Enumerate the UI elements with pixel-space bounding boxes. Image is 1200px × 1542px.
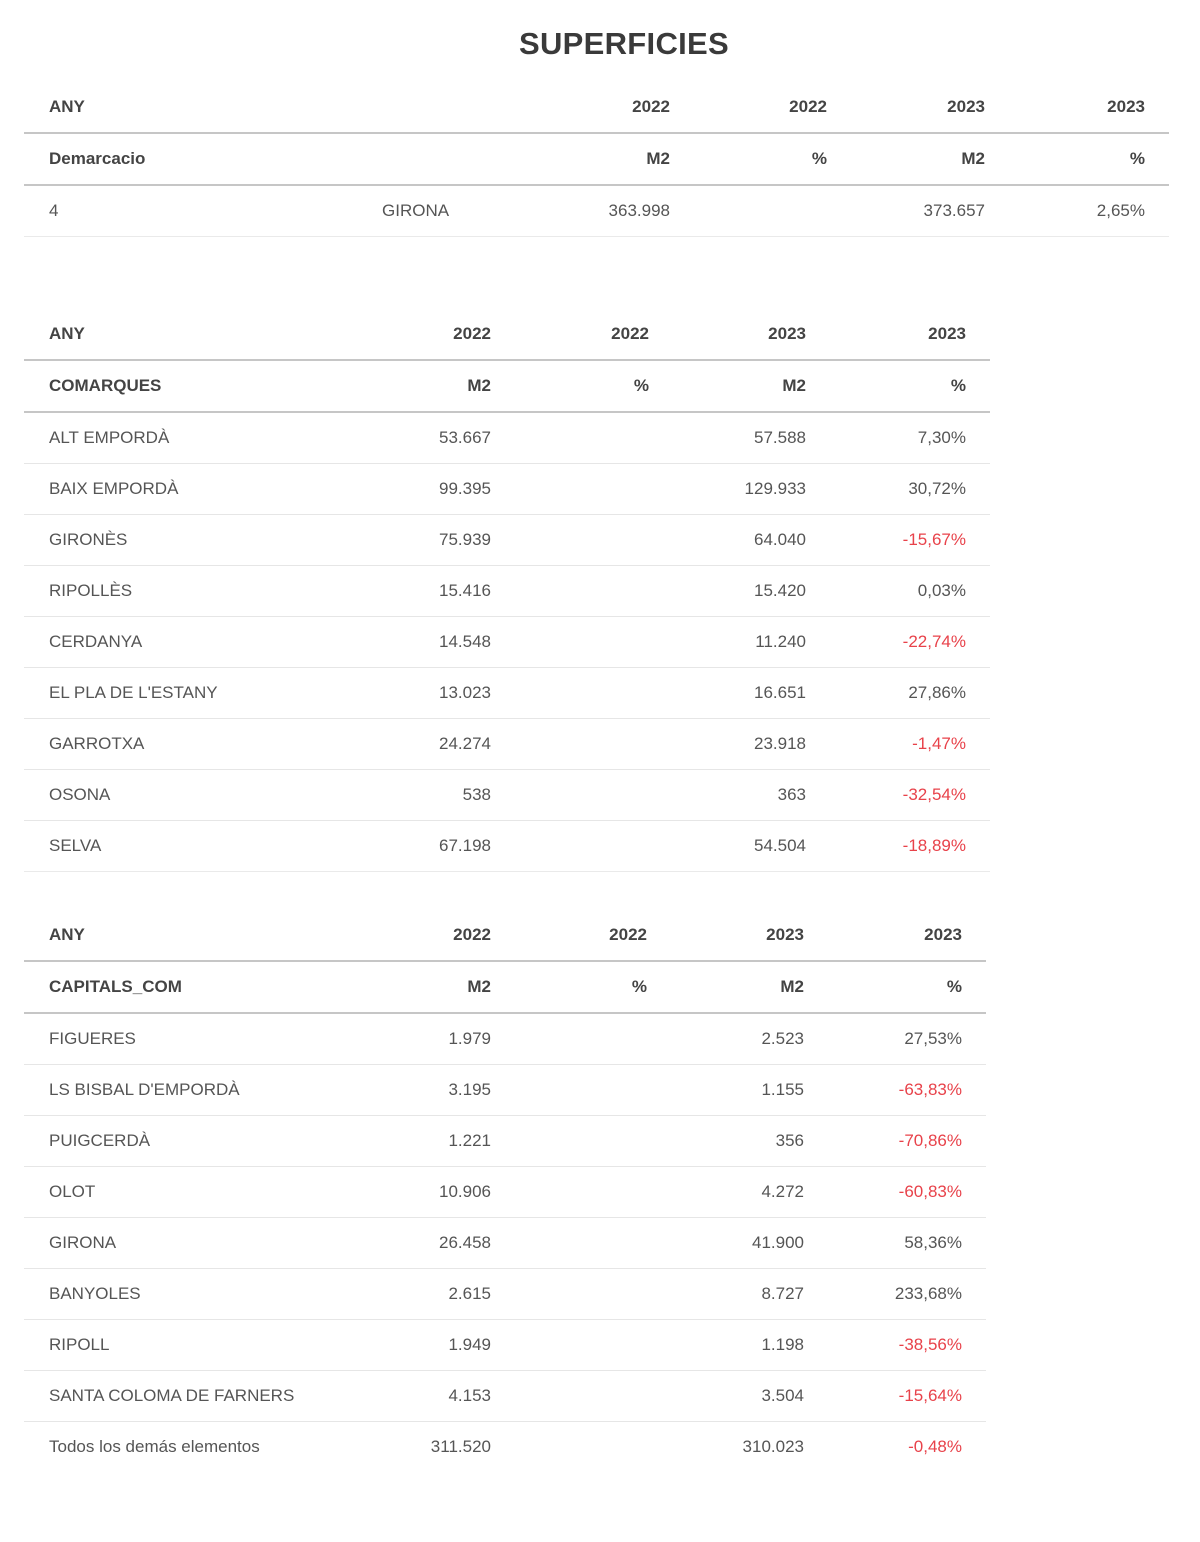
pct-2023: -38,56% bbox=[804, 1320, 986, 1371]
demarcacio-code: 4 bbox=[24, 185, 382, 237]
m2-2022: 15.416 bbox=[324, 566, 491, 617]
unit-header: % bbox=[670, 133, 827, 185]
pct-2023: 0,03% bbox=[806, 566, 990, 617]
comarques-label: COMARQUES bbox=[24, 360, 324, 412]
year-header: 2022 bbox=[491, 910, 647, 961]
m2-2022: 1.221 bbox=[324, 1116, 491, 1167]
row-name: FIGUERES bbox=[24, 1013, 324, 1065]
pct-2023: -0,48% bbox=[908, 1437, 962, 1456]
row-name: EL PLA DE L'ESTANY bbox=[24, 668, 324, 719]
unit-header-row bbox=[24, 133, 1169, 185]
m2-2022: 14.548 bbox=[324, 617, 491, 668]
unit-header: M2 bbox=[649, 360, 806, 412]
pct-2022 bbox=[491, 1422, 647, 1473]
table-row bbox=[24, 412, 990, 464]
pct-2023: -15,64% bbox=[804, 1371, 986, 1422]
m2-2023: 310.023 bbox=[742, 1437, 804, 1456]
m2-2022: 26.458 bbox=[324, 1218, 491, 1269]
pct-2023: 27,86% bbox=[806, 668, 990, 719]
m2-2022: 3.195 bbox=[324, 1065, 491, 1116]
pct-2022 bbox=[491, 1269, 647, 1320]
m2-2023: 16.651 bbox=[649, 668, 806, 719]
year-header: 2022 bbox=[324, 910, 491, 961]
year-header: 2023 bbox=[649, 309, 806, 360]
pct-2023: -1,47% bbox=[806, 719, 990, 770]
m2-2023: 8.727 bbox=[647, 1269, 804, 1320]
pct-2023: 30,72% bbox=[806, 464, 990, 515]
row-name: BAIX EMPORDÀ bbox=[24, 464, 324, 515]
m2-2023: 1.155 bbox=[647, 1065, 804, 1116]
table-row bbox=[24, 464, 990, 515]
unit-header: % bbox=[491, 360, 649, 412]
m2-2023: 363 bbox=[649, 770, 806, 821]
table-row bbox=[24, 1167, 986, 1218]
pct-2023: 2,65% bbox=[985, 185, 1169, 237]
unit-header: % bbox=[804, 961, 986, 1013]
m2-2022: 24.274 bbox=[324, 719, 491, 770]
year-header: 2022 bbox=[324, 309, 491, 360]
m2-2022: 1.979 bbox=[324, 1013, 491, 1065]
m2-2023: 356 bbox=[647, 1116, 804, 1167]
pct-2022 bbox=[670, 185, 827, 237]
row-name: SELVA bbox=[24, 821, 324, 872]
unit-header-row bbox=[24, 360, 990, 412]
pct-2022 bbox=[491, 1013, 647, 1065]
m2-2023: 15.420 bbox=[649, 566, 806, 617]
row-name: PUIGCERDÀ bbox=[24, 1116, 324, 1167]
table-row bbox=[24, 719, 990, 770]
pct-2022 bbox=[491, 1371, 647, 1422]
row-name: CERDANYA bbox=[24, 617, 324, 668]
pct-2023: -60,83% bbox=[804, 1167, 986, 1218]
capitals-table bbox=[24, 910, 986, 1472]
pct-2023: -15,67% bbox=[806, 515, 990, 566]
table-row bbox=[24, 566, 990, 617]
m2-2022: 10.906 bbox=[324, 1167, 491, 1218]
year-header-row bbox=[24, 910, 986, 961]
table-row bbox=[24, 1269, 986, 1320]
pct-2022 bbox=[491, 566, 649, 617]
pct-2022 bbox=[491, 770, 649, 821]
m2-2022: 538 bbox=[324, 770, 491, 821]
m2-2023: 64.040 bbox=[649, 515, 806, 566]
table-row bbox=[24, 1422, 986, 1473]
row-name: GIRONA bbox=[24, 1218, 324, 1269]
m2-2023: 2.523 bbox=[647, 1013, 804, 1065]
table-row bbox=[24, 821, 990, 872]
table-row bbox=[24, 1320, 986, 1371]
row-name: Todos los demás elementos bbox=[49, 1437, 260, 1456]
pct-2023: -63,83% bbox=[804, 1065, 986, 1116]
m2-2022: 1.949 bbox=[324, 1320, 491, 1371]
unit-header: % bbox=[806, 360, 990, 412]
year-header: 2023 bbox=[804, 910, 986, 961]
year-header-row bbox=[24, 309, 990, 360]
year-header-row bbox=[24, 82, 1169, 133]
year-header: 2022 bbox=[670, 82, 827, 133]
year-header: 2022 bbox=[491, 309, 649, 360]
capitals-label: CAPITALS_COM bbox=[24, 961, 324, 1013]
row-name: SANTA COLOMA DE FARNERS bbox=[24, 1371, 324, 1422]
comarques-rows bbox=[24, 412, 990, 872]
year-header: 2022 bbox=[517, 82, 670, 133]
pct-2023: 27,53% bbox=[804, 1013, 986, 1065]
pct-2023: -70,86% bbox=[804, 1116, 986, 1167]
any-label: ANY bbox=[24, 910, 324, 961]
m2-2022: 311.520 bbox=[430, 1437, 491, 1456]
m2-2023: 57.588 bbox=[649, 412, 806, 464]
m2-2022: 13.023 bbox=[324, 668, 491, 719]
m2-2023: 373.657 bbox=[827, 185, 985, 237]
capitals-rows bbox=[24, 1013, 986, 1472]
unit-header: M2 bbox=[647, 961, 804, 1013]
m2-2022: 75.939 bbox=[324, 515, 491, 566]
table-row bbox=[24, 617, 990, 668]
row-name: GARROTXA bbox=[24, 719, 324, 770]
comarques-table bbox=[24, 309, 990, 872]
table-row bbox=[24, 668, 990, 719]
unit-header: M2 bbox=[827, 133, 985, 185]
any-label: ANY bbox=[24, 82, 382, 133]
table-row bbox=[24, 1218, 986, 1269]
m2-2023: 129.933 bbox=[649, 464, 806, 515]
unit-header: M2 bbox=[517, 133, 670, 185]
table-row bbox=[24, 185, 1169, 237]
unit-header: M2 bbox=[324, 360, 491, 412]
table-row bbox=[24, 1013, 986, 1065]
m2-2022: 363.998 bbox=[517, 185, 670, 237]
year-header: 2023 bbox=[647, 910, 804, 961]
demarcacio-label: Demarcacio bbox=[24, 133, 382, 185]
pct-2023: -32,54% bbox=[806, 770, 990, 821]
row-name: GIRONÈS bbox=[24, 515, 324, 566]
m2-2023: 1.198 bbox=[647, 1320, 804, 1371]
pct-2022 bbox=[491, 412, 649, 464]
m2-2023: 23.918 bbox=[649, 719, 806, 770]
unit-header: M2 bbox=[324, 961, 491, 1013]
m2-2022: 4.153 bbox=[324, 1371, 491, 1422]
pct-2022 bbox=[491, 821, 649, 872]
unit-header-row bbox=[24, 961, 986, 1013]
pct-2022 bbox=[491, 1218, 647, 1269]
m2-2023: 3.504 bbox=[647, 1371, 804, 1422]
pct-2023: -22,74% bbox=[806, 617, 990, 668]
any-label: ANY bbox=[24, 309, 324, 360]
m2-2022: 2.615 bbox=[324, 1269, 491, 1320]
pct-2022 bbox=[491, 719, 649, 770]
unit-header: % bbox=[491, 961, 647, 1013]
table-row bbox=[24, 1065, 986, 1116]
row-name: ALT EMPORDÀ bbox=[24, 412, 324, 464]
pct-2023: 58,36% bbox=[804, 1218, 986, 1269]
row-name: OSONA bbox=[24, 770, 324, 821]
pct-2022 bbox=[491, 515, 649, 566]
pct-2023: -18,89% bbox=[806, 821, 990, 872]
row-name: RIPOLL bbox=[24, 1320, 324, 1371]
table-row bbox=[24, 770, 990, 821]
year-header: 2023 bbox=[985, 82, 1169, 133]
m2-2023: 11.240 bbox=[649, 617, 806, 668]
table-row bbox=[24, 1116, 986, 1167]
year-header: 2023 bbox=[827, 82, 985, 133]
pct-2022 bbox=[491, 1320, 647, 1371]
m2-2023: 41.900 bbox=[647, 1218, 804, 1269]
m2-2022: 53.667 bbox=[324, 412, 491, 464]
pct-2022 bbox=[491, 1065, 647, 1116]
m2-2023: 54.504 bbox=[649, 821, 806, 872]
table-row bbox=[24, 515, 990, 566]
pct-2022 bbox=[491, 1167, 647, 1218]
row-name: BANYOLES bbox=[24, 1269, 324, 1320]
pct-2022 bbox=[491, 617, 649, 668]
table-row bbox=[24, 1371, 986, 1422]
m2-2022: 99.395 bbox=[324, 464, 491, 515]
unit-header: % bbox=[985, 133, 1169, 185]
row-name: OLOT bbox=[24, 1167, 324, 1218]
row-name: RIPOLLÈS bbox=[24, 566, 324, 617]
pct-2023: 7,30% bbox=[806, 412, 990, 464]
pct-2022 bbox=[491, 464, 649, 515]
pct-2022 bbox=[491, 1116, 647, 1167]
m2-2023: 4.272 bbox=[647, 1167, 804, 1218]
m2-2022: 67.198 bbox=[324, 821, 491, 872]
row-name: LS BISBAL D'EMPORDÀ bbox=[24, 1065, 324, 1116]
year-header: 2023 bbox=[806, 309, 990, 360]
demarcacio-table bbox=[24, 82, 1169, 237]
pct-2023: 233,68% bbox=[804, 1269, 986, 1320]
pct-2022 bbox=[491, 668, 649, 719]
demarcacio-name: GIRONA bbox=[382, 185, 517, 237]
page-title: SUPERFICIES bbox=[518, 26, 729, 61]
